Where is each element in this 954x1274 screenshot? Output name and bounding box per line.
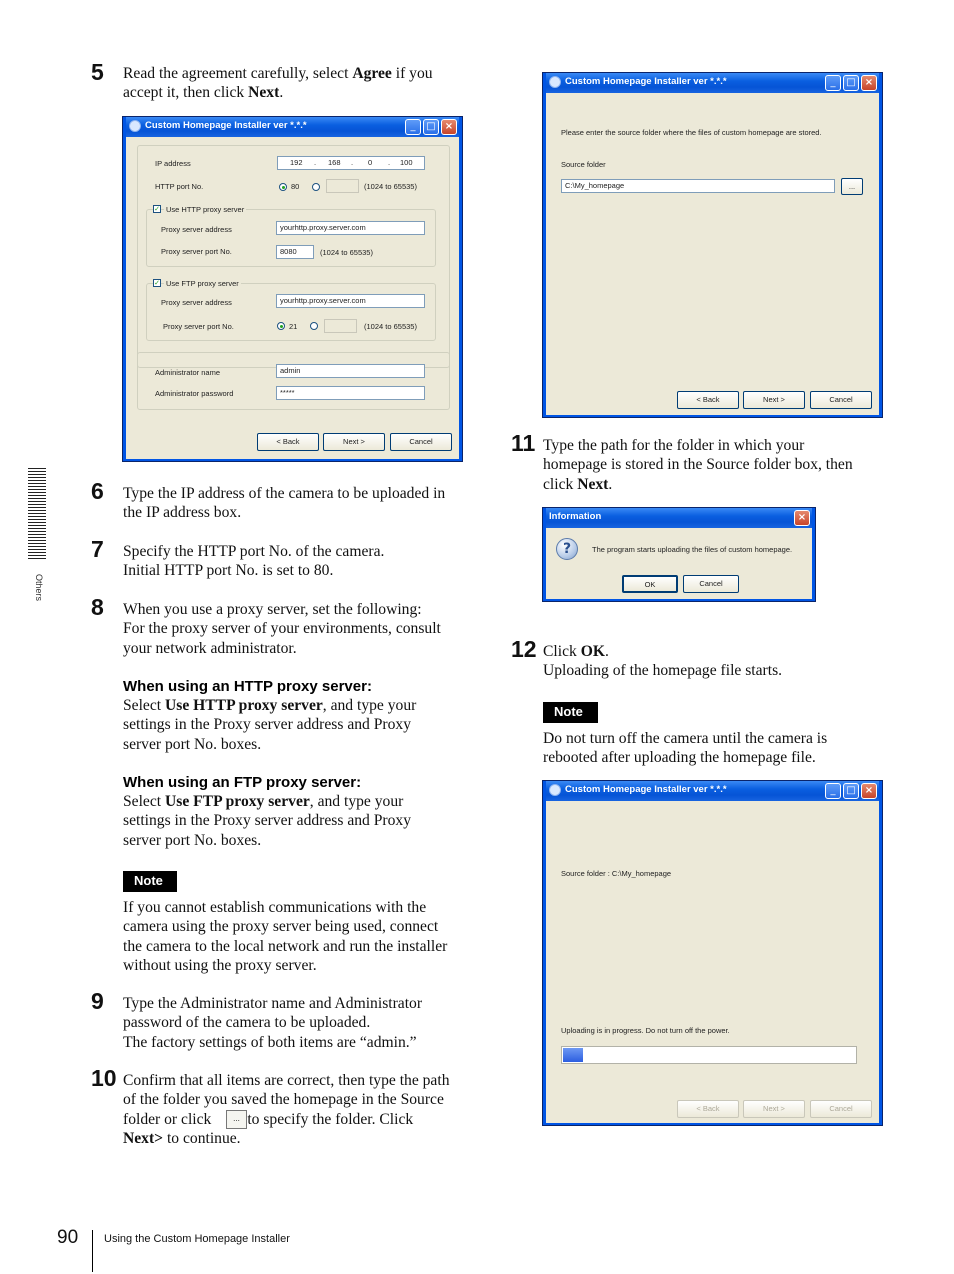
step-9-text: Type the Administrator name and Administrator password of the camera to be uploaded. The factory settings of both items are “admin.” xyxy=(123,995,423,1051)
ip-address-label: IP address xyxy=(155,159,191,168)
ip-octet-3: 0 xyxy=(368,158,373,167)
http-proxy-subheading: When using an HTTP proxy server: xyxy=(123,678,372,695)
step-5-text: Read the agreement carefully, select Agree if you accept it, then click Next. xyxy=(123,65,433,102)
footer-divider xyxy=(92,1230,93,1272)
ok-button[interactable]: OK xyxy=(622,575,678,593)
step-6-text: Type the IP address of the camera to be uploaded in the IP address box. xyxy=(123,485,446,522)
http-port-range: (1024 to 65535) xyxy=(364,182,417,191)
power-note-text: Do not turn off the camera until the camera is rebooted after uploading the homepage file. xyxy=(543,730,828,767)
dialog-title: Information xyxy=(549,511,602,522)
next-button[interactable]: Next > xyxy=(323,433,385,451)
browse-button-icon: ... xyxy=(226,1110,247,1129)
step-10-number: 10 xyxy=(91,1065,117,1091)
title-bar xyxy=(126,117,459,137)
http-proxy-address-label: Proxy server address xyxy=(161,225,232,234)
information-dialog xyxy=(542,507,816,602)
step-8-number: 8 xyxy=(91,594,104,620)
use-ftp-proxy-label: Use FTP proxy server xyxy=(166,279,239,288)
step-11-number: 11 xyxy=(511,430,536,456)
side-tab-label-wrap xyxy=(30,574,44,614)
title-bar xyxy=(546,73,879,93)
ftp-proxy-groupbox xyxy=(146,283,436,341)
browse-button[interactable]: ... xyxy=(841,178,863,195)
close-icon[interactable]: × xyxy=(861,75,877,91)
dialog-message: The program starts uploading the files of custom homepage. xyxy=(592,545,793,554)
upload-progress-fill xyxy=(563,1048,583,1062)
progress-status-text: Uploading is in progress. Do not turn off the power. xyxy=(561,1026,730,1035)
ftp-proxy-address-field[interactable]: yourhttp.proxy.server.com xyxy=(276,294,425,308)
minimize-icon[interactable]: _ xyxy=(405,119,421,135)
cancel-button[interactable]: Cancel xyxy=(810,391,872,409)
installer-window-settings xyxy=(122,116,463,462)
step-11-text: Type the path for the folder in which your homepage is stored in the Source folder box, then click Next. xyxy=(543,437,853,493)
step-9-number: 9 xyxy=(91,988,104,1014)
admin-password-label: Administrator password xyxy=(155,389,234,398)
ftp-port-custom-field[interactable] xyxy=(324,319,357,333)
http-proxy-address-field[interactable]: yourhttp.proxy.server.com xyxy=(276,221,425,235)
close-icon[interactable]: × xyxy=(441,119,457,135)
ip-octet-1: 192 xyxy=(290,158,303,167)
ftp-proxy-port-range: (1024 to 65535) xyxy=(364,322,417,331)
ftp-port-custom-radio[interactable] xyxy=(310,322,318,330)
ip-octet-4: 100 xyxy=(400,158,413,167)
app-icon xyxy=(129,120,141,132)
page-number: 90 xyxy=(57,1227,79,1248)
http-proxy-port-label: Proxy server port No. xyxy=(161,247,232,256)
admin-groupbox xyxy=(137,352,450,410)
dialog-client xyxy=(546,528,812,599)
step-5-number: 5 xyxy=(91,59,104,85)
http-proxy-text: Select Use HTTP proxy server, and type your settings in the Proxy server address and Proxy server port No. boxes. xyxy=(123,697,417,753)
http-port-custom-field[interactable] xyxy=(326,179,359,193)
http-port-custom-radio[interactable] xyxy=(312,183,320,191)
ip-address-field[interactable]: 192 . 168 . 0 . 100 xyxy=(277,156,425,170)
footer-section-title: Using the Custom Homepage Installer xyxy=(104,1233,290,1245)
proxy-note-text: If you cannot establish communications with the camera using the proxy server being used, connect the camera to the local network and run the installer without using the proxy server. xyxy=(123,899,448,975)
step-10-text: Confirm that all items are correct, then type the path of the folder you saved the homepage in the Source folder or click to specify the folder. Click Next> to continue. xyxy=(123,1072,450,1148)
maximize-icon[interactable]: □ xyxy=(843,783,859,799)
window-title: Custom Homepage Installer ver *.*.* xyxy=(565,76,727,87)
step-6-number: 6 xyxy=(91,478,104,504)
side-tab-label: Others xyxy=(34,574,44,602)
maximize-icon[interactable]: □ xyxy=(423,119,439,135)
minimize-icon[interactable]: _ xyxy=(825,783,841,799)
window-client xyxy=(546,93,879,415)
step-7-number: 7 xyxy=(91,536,104,562)
minimize-icon[interactable]: _ xyxy=(825,75,841,91)
use-ftp-proxy-checkbox[interactable]: ✓ xyxy=(154,279,160,287)
http-port-label: HTTP port No. xyxy=(155,182,204,191)
title-bar xyxy=(546,781,879,801)
question-icon: ? xyxy=(556,538,578,560)
cancel-button[interactable]: Cancel xyxy=(810,1100,872,1118)
use-http-proxy-checkbox[interactable]: ✓ xyxy=(154,205,160,213)
admin-name-field[interactable]: admin xyxy=(276,364,425,378)
note-badge: Note xyxy=(123,871,177,892)
back-button[interactable]: < Back xyxy=(677,391,739,409)
admin-password-field[interactable]: ***** xyxy=(276,386,425,400)
cancel-button[interactable]: Cancel xyxy=(683,575,739,593)
http-port-default-radio[interactable] xyxy=(279,183,287,191)
maximize-icon[interactable]: □ xyxy=(843,75,859,91)
app-icon xyxy=(549,76,561,88)
ftp-port-default-radio[interactable] xyxy=(277,322,285,330)
next-button[interactable]: Next > xyxy=(743,391,805,409)
note-badge: Note xyxy=(543,702,598,723)
back-button[interactable]: < Back xyxy=(257,433,319,451)
step-12-number: 12 xyxy=(511,636,537,662)
use-http-proxy-label: Use HTTP proxy server xyxy=(166,205,245,214)
ftp-proxy-text: Select Use FTP proxy server, and type your settings in the Proxy server address and Proxy server port No. boxes. xyxy=(123,793,412,849)
installer-window-source xyxy=(542,72,883,418)
app-icon xyxy=(549,784,561,796)
back-button[interactable]: < Back xyxy=(677,1100,739,1118)
installer-window-progress xyxy=(542,780,883,1126)
close-icon[interactable]: × xyxy=(794,510,810,526)
http-port-default-label: 80 xyxy=(291,182,300,191)
step-12-text: Click OK. Uploading of the homepage file starts. xyxy=(543,643,783,680)
window-title: Custom Homepage Installer ver *.*.* xyxy=(565,784,727,795)
next-button[interactable]: Next > xyxy=(743,1100,805,1118)
window-title: Custom Homepage Installer ver *.*.* xyxy=(145,120,307,131)
cancel-button[interactable]: Cancel xyxy=(390,433,452,451)
window-client xyxy=(126,137,459,459)
admin-name-label: Administrator name xyxy=(155,368,221,377)
source-folder-field[interactable]: C:\My_homepage xyxy=(561,179,835,193)
ip-octet-2: 168 xyxy=(328,158,341,167)
section-side-tab xyxy=(28,468,46,560)
title-bar xyxy=(546,508,812,528)
close-icon[interactable]: × xyxy=(861,783,877,799)
http-proxy-port-range: (1024 to 65535) xyxy=(320,248,373,257)
source-folder-summary: Source folder : C:\My_homepage xyxy=(561,869,672,878)
step-8-text: When you use a proxy server, set the following: For the proxy server of your environments, consult your network administrator. xyxy=(123,601,441,657)
http-proxy-port-field[interactable]: 8080 xyxy=(276,245,314,259)
window-client xyxy=(546,801,879,1123)
ftp-proxy-address-label: Proxy server address xyxy=(161,298,232,307)
source-prompt: Please enter the source folder where the files of custom homepage are stored. xyxy=(561,128,822,137)
ftp-proxy-subheading: When using an FTP proxy server: xyxy=(123,774,362,791)
source-folder-label: Source folder xyxy=(561,160,606,169)
step-7-text: Specify the HTTP port No. of the camera. Initial HTTP port No. is set to 80. xyxy=(123,543,385,580)
ftp-proxy-port-label: Proxy server port No. xyxy=(163,322,234,331)
ftp-port-default-label: 21 xyxy=(289,322,298,331)
upload-progress-bar xyxy=(561,1046,857,1064)
